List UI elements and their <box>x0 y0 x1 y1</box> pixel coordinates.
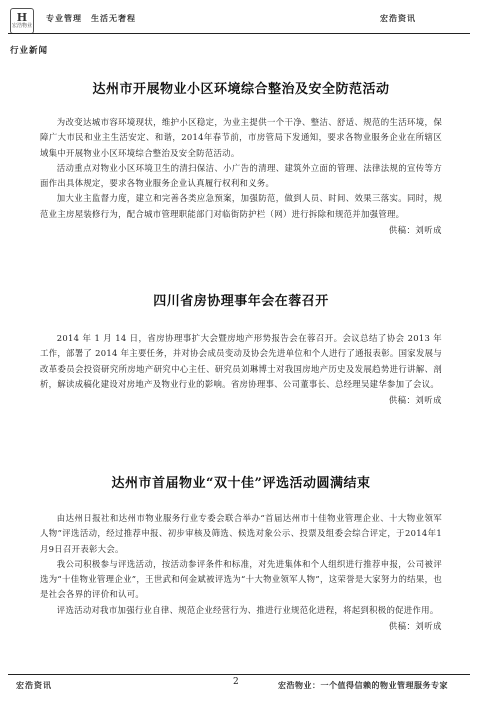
header-publication-name: 宏浩资讯 <box>380 13 416 23</box>
article-paragraph: 为改变达城市容环境现状，维护小区稳定，为业主提供一个干净、整洁、舒适、规范的生活环境，保障广大市民和业主生活安定、和谐，2014年春节前，市房管局下发通知，要求各物业服务企业在所辖区域集中开展物业小区环境综合整治及安全防范活动。 <box>40 117 442 158</box>
article-title: 四川省房协理事年会在蓉召开 <box>153 294 329 309</box>
article-credit: 供稿：刘听成 <box>388 621 442 632</box>
article-paragraph: 2014 年 1 月 14 日，省房协理事扩大会暨房地产形势报告会在蓉召开。会议总结了协会 2013 年工作，部署了 2014 年主要任务，并对协会成员变动及协会先进单位和个人进行了通报表彰。国家发展与改革委员会投资研究所房地产研究中心主任、研究员刘琳博士对我国房地产历史及发展趋势进行讲解、剖析，解读成稿化建设对房地产及物业行业的影响。省房协理事、公司董事长、总经理吴建华参加了会议。 <box>40 333 442 389</box>
article-title: 达州市开展物业小区环境综合整治及安全防范活动 <box>92 82 390 97</box>
article-credit: 供稿：刘听成 <box>388 225 442 236</box>
header-divider <box>8 33 470 34</box>
article-paragraph: 我公司积极参与评选活动，按活动参评条件和标准，对先进集体和个人组织进行推荐申报，公司被评选为“十佳物业管理企业”，王世武和何金斌被评选为“十大物业领军人物”，这荣誉是大家努力的结果，也是社会各界的评价和认可。 <box>40 558 442 600</box>
footer-publication-name: 宏浩资讯 <box>16 680 52 690</box>
page-number: 2 <box>233 677 239 687</box>
company-logo <box>10 8 34 34</box>
section-label: 行业新闻 <box>10 46 49 56</box>
footer-divider <box>8 674 470 675</box>
article-paragraph: 活动重点对物业小区环境卫生的清扫保洁、小广告的清理、建筑外立面的管理、法律法规的宣传等方面作出具体规定，要求各物业服务企业认真履行权利和义务。 <box>40 162 442 189</box>
article-1 <box>40 78 442 236</box>
page-header <box>0 0 478 42</box>
logo-mark: H <box>16 11 28 24</box>
article-2 <box>40 290 442 406</box>
header-slogan: 专业管理 生活无奢程 <box>46 13 136 23</box>
article-title: 达州市首届物业“双十佳”评选活动圆满结束 <box>111 476 371 491</box>
article-paragraph: 加大业主监督力度，建立和完善各类应急预案，加强防范，做到人员、时间、效果三落实。同时，规范业主房屋装修行为，配合城市管理职能部门对临街防护栏（网）进行拆除和规范并加强管理。 <box>40 193 442 219</box>
footer-slogan: 宏浩物业：一个值得信赖的物业管理服务专家 <box>278 680 448 690</box>
article-paragraph: 由达州日报社和达州市物业服务行业专委会联合举办“首届达州市十佳物业管理企业、十大物业领军人物”评选活动，经过推荐申报、初步审核及筛选、候选对象公示、投票及组委会综合评定，于2014年1月9日召开表彰大会。 <box>40 513 442 554</box>
article-credit: 供稿：刘听成 <box>388 395 442 406</box>
logo-text: 宏浩物业 <box>11 23 32 29</box>
article-paragraph: 评选活动对我市加强行业自律、规范企业经营行为、推进行业规范化进程，将起到积极的促进作用。 <box>56 604 439 615</box>
article-3 <box>40 472 442 632</box>
